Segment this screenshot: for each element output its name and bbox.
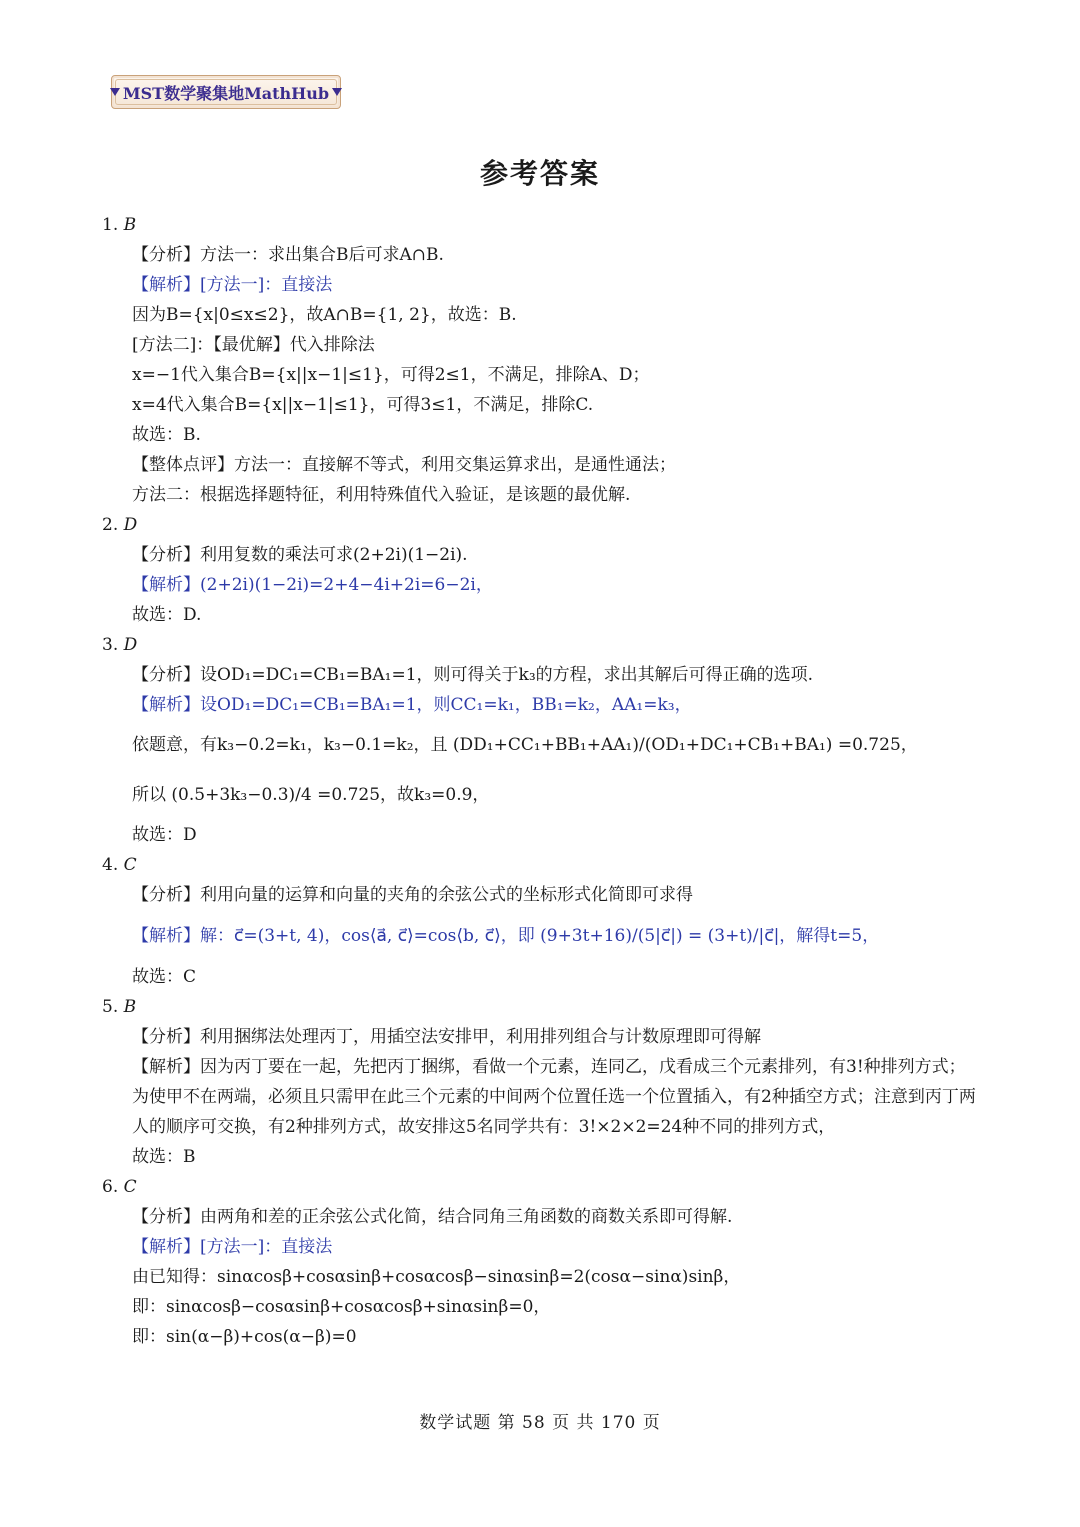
question-number: 2. D [102, 515, 138, 535]
solution-line: 【解析】[方法一]：直接法 [132, 275, 333, 295]
answer-line: 故选：D [132, 825, 197, 845]
analysis-line: 【分析】方法一：求出集合B后可求A∩B. [132, 245, 444, 265]
triangle-down-icon [110, 88, 120, 96]
page-footer: 数学试题 第 58 页 共 170 页 [419, 1413, 661, 1433]
analysis-line: 【分析】由两角和差的正余弦公式化简，结合同角三角函数的商数关系即可得解. [132, 1207, 733, 1227]
solution-line: 【解析】(2+2i)(1−2i)=2+4−4i+2i=6−2i， [132, 575, 493, 595]
page-title: 参考答案 [479, 157, 600, 190]
analysis-line: 【分析】利用复数的乘法可求(2+2i)(1−2i). [132, 545, 468, 565]
logo-badge [111, 75, 341, 109]
question-number: 4. C [102, 855, 137, 875]
solution-paragraph: 【解析】因为丙丁要在一起，先把丙丁捆绑，看做一个元素，连同乙，戊看成三个元素排列，有3!种排列方式；为使甲不在两端，必须且只需甲在此三个元素的中间两个位置任选一个位置插入，有2种插空方式；注意到丙丁两人的顺序可交换，有2种排列方式，故安排这5名同学共有：3!×2×2=24种不同的排列方式， [132, 1057, 976, 1137]
comment-line: 方法二：根据选择题特征，利用特殊值代入验证，是该题的最优解. [132, 485, 631, 505]
question-number: 1. B [102, 215, 137, 235]
question-number: 5. B [102, 997, 137, 1017]
analysis-line: 【分析】设OD₁=DC₁=CB₁=BA₁=1，则可得关于k₃的方程，求出其解后可得正确的选项. [132, 665, 814, 685]
solution-line: 【解析】[方法一]：直接法 [132, 1237, 333, 1257]
solution-line: x=−1代入集合B={x||x−1|≤1}，可得2≤1，不满足，排除A、D； [132, 365, 650, 385]
analysis-line: 【分析】利用捆绑法处理丙丁，用插空法安排甲，利用排列组合与计数原理即可得解 [132, 1027, 761, 1047]
solution-line: 即：sinαcosβ−cosαsinβ+cosαcosβ+sinαsinβ=0， [132, 1297, 551, 1317]
solution-line: 因为B={x|0≤x≤2}，故A∩B={1, 2}，故选：B. [132, 305, 517, 325]
solution-line: [方法二]：【最优解】代入排除法 [132, 335, 375, 355]
solution-line: 【解析】设OD₁=DC₁=CB₁=BA₁=1，则CC₁=k₁，BB₁=k₂，AA₁=k₃， [132, 695, 692, 715]
question-number: 6. C [102, 1177, 137, 1197]
answer-line: 故选：B [132, 1147, 196, 1167]
answer-line: 故选：C [132, 967, 197, 987]
solution-line: x=4代入集合B={x||x−1|≤1}，可得3≤1，不满足，排除C. [132, 395, 594, 415]
solution-line: 即：sin(α−β)+cos(α−β)=0 [132, 1327, 357, 1347]
logo-text: MST数学聚集地MathHub [122, 83, 330, 103]
solution-line: 所以 (0.5+3k₃−0.3)/4 =0.725，故k₃=0.9， [132, 785, 490, 805]
question-number: 3. D [102, 635, 138, 655]
solution-line: 依题意，有k₃−0.2=k₁，k₃−0.1=k₂，且 (DD₁+CC₁+BB₁+AA₁)/(OD₁+DC₁+CB₁+BA₁) =0.725， [132, 735, 918, 755]
triangle-down-icon [332, 88, 342, 96]
answer-line: 故选：D. [132, 605, 202, 625]
comment-line: 【整体点评】方法一：直接解不等式，利用交集运算求出，是通性通法； [132, 455, 676, 475]
answer-list [102, 210, 982, 1352]
solution-line: 【解析】解：c⃗=(3+t, 4)，cos⟨a⃗, c⃗⟩=cos⟨b, c⃗⟩，即 (9+3t+16)/(5|c⃗|) = (3+t)/|c⃗|，解得t=5， [132, 926, 880, 946]
analysis-line: 【分析】利用向量的运算和向量的夹角的余弦公式的坐标形式化简即可求得 [132, 885, 693, 905]
solution-line: 由已知得：sinαcosβ+cosαsinβ+cosαcosβ−sinαsinβ=2(cosα−sinα)sinβ， [132, 1267, 741, 1287]
answer-line: 故选：B. [132, 425, 201, 445]
